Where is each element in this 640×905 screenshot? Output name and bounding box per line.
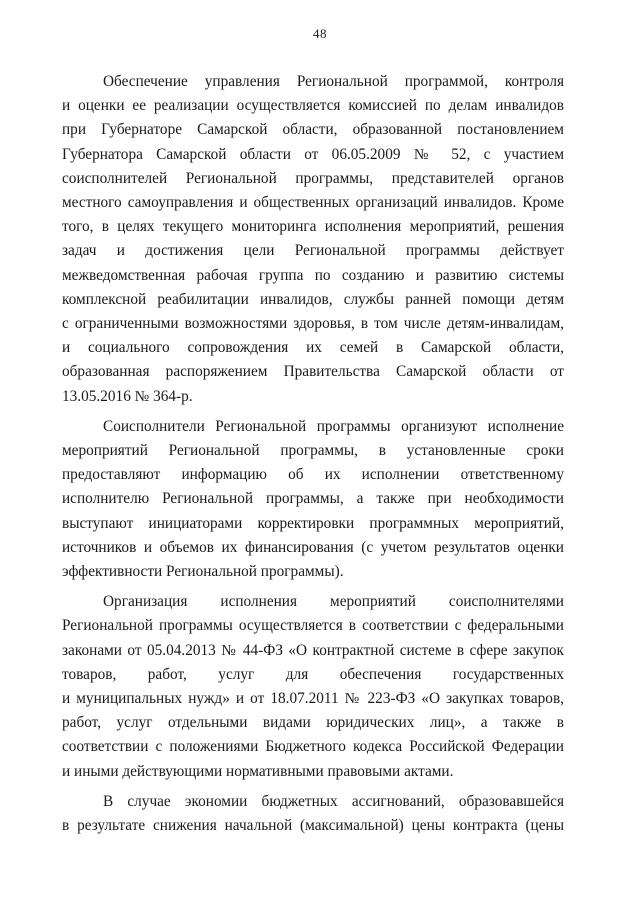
text-line: товаров, работ, услуг для обеспечения государственных	[62, 665, 564, 683]
text-line: местного самоуправления и общественных организаций инвалидов. Кроме	[62, 194, 564, 212]
paragraph-procurement	[62, 590, 564, 784]
paragraph-coexecutors	[62, 415, 564, 584]
text-line: соответствии с положениями Бюджетного кодекса Российской Федерации	[62, 738, 564, 756]
text-line: образованная распоряжением Правительства Самарской области от	[62, 363, 564, 381]
text-line: задач и достижения цели Региональной программы действует	[62, 242, 564, 260]
text-line: при Губернаторе Самарской области, образованной постановлением	[62, 121, 564, 139]
text-line: эффективности Региональной программы).	[62, 563, 344, 581]
text-line: того, в целях текущего мониторинга исполнения мероприятий, решения	[62, 218, 564, 236]
text-line: предоставляют информацию об их исполнении ответственному	[62, 466, 564, 484]
text-line: законами от 05.04.2013 № 44-ФЗ «О контрактной системе в сфере закупок	[62, 641, 564, 659]
paragraph-program-management	[62, 70, 564, 409]
text-line: мероприятий Региональной программы, в установленные сроки	[62, 442, 564, 460]
text-line: и муниципальных нужд» и от 18.07.2011 № 223-ФЗ «О закупках товаров,	[62, 690, 564, 708]
text-line: соисполнителей Региональной программы, представителей органов	[62, 169, 564, 187]
text-line: комплексной реабилитации инвалидов, службы ранней помощи детям	[62, 290, 564, 308]
text-line: и оценки ее реализации осуществляется комиссией по делам инвалидов	[62, 97, 564, 115]
text-line: Региональной программы осуществляется в соответствии с федеральными	[62, 617, 564, 635]
text-line: В случае экономии бюджетных ассигнований, образовавшейся	[103, 792, 564, 810]
text-line: работ, услуг отдельными видами юридических лиц», а также в	[62, 714, 564, 732]
text-line: исполнителю Региональной программы, а также при необходимости	[62, 490, 564, 508]
text-line: и иными действующими нормативными правовыми актами.	[62, 762, 454, 780]
text-line: Обеспечение управления Региональной программой, контроля	[103, 73, 564, 90]
text-line: и социального сопровождения их семей в Самарской области,	[62, 339, 564, 357]
text-line: с ограниченными возможностями здоровья, в том числе детям-инвалидам,	[62, 315, 564, 333]
text-line: источников и объемов их финансирования (с учетом результатов оценки	[62, 538, 564, 556]
text-line: межведомственная рабочая группа по созданию и развитию системы	[62, 266, 564, 284]
text-line: в результате снижения начальной (максимальной) цены контракта (цены	[62, 817, 564, 835]
text-line: выступают инициаторами корректировки программных мероприятий,	[62, 514, 564, 532]
text-line: Соисполнители Региональной программы организуют исполнение	[103, 417, 564, 435]
text-line: Губернатора Самарской области от 06.05.2009 № 52, с участием	[62, 145, 564, 163]
page-number: 48	[313, 26, 327, 41]
text-line: 13.05.2016 № 364-р.	[62, 387, 193, 405]
paragraph-budget-savings	[62, 790, 564, 838]
document-body	[62, 70, 564, 838]
text-line: Организация исполнения мероприятий соисполнителями	[103, 593, 564, 611]
